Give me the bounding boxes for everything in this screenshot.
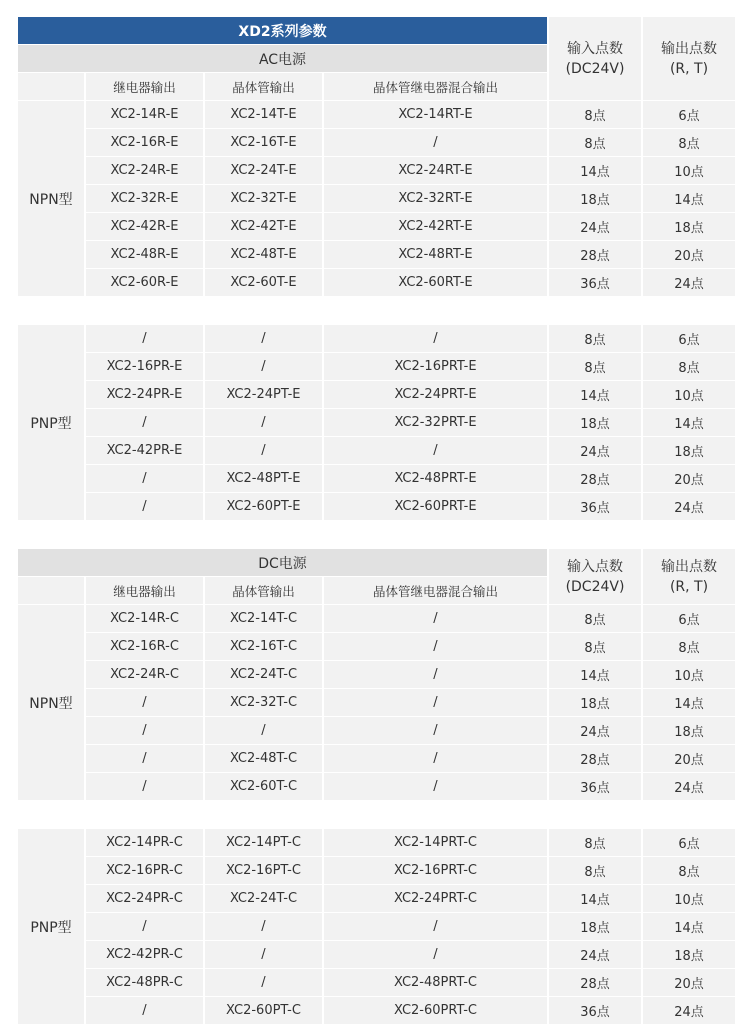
ac-section-title: AC电源 — [18, 45, 547, 72]
output-points-cell: 8点 — [643, 353, 735, 380]
relay-cell: XC2-14R-E — [86, 101, 203, 128]
transistor-cell: / — [205, 969, 322, 996]
table-row — [18, 465, 735, 492]
mixed-cell: XC2-48PRT-C — [324, 969, 547, 996]
table-row — [18, 185, 735, 212]
table-title: XD2系列参数 — [18, 17, 547, 44]
input-points-cell: 28点 — [549, 241, 641, 268]
table-row — [18, 353, 735, 380]
dc-section-title: DC电源 — [18, 549, 547, 576]
relay-cell: / — [86, 745, 203, 772]
output-points-cell: 18点 — [643, 941, 735, 968]
transistor-cell: XC2-32T-E — [205, 185, 322, 212]
output-points-cell: 20点 — [643, 241, 735, 268]
table-row — [18, 857, 735, 884]
relay-cell: XC2-14R-C — [86, 605, 203, 632]
dc-input-header-line1: 输入点数 — [567, 558, 623, 575]
relay-cell: / — [86, 493, 203, 520]
mixed-cell: XC2-48RT-E — [324, 241, 547, 268]
relay-cell: XC2-16PR-C — [86, 857, 203, 884]
transistor-cell: XC2-24T-C — [205, 885, 322, 912]
output-points-cell: 20点 — [643, 465, 735, 492]
transistor-cell: XC2-16PT-C — [205, 857, 322, 884]
output-points-cell: 24点 — [643, 269, 735, 296]
input-points-cell: 18点 — [549, 185, 641, 212]
transistor-cell: XC2-14T-E — [205, 101, 322, 128]
output-header-line2: (R, T) — [669, 60, 709, 77]
input-points-cell: 18点 — [549, 913, 641, 940]
relay-cell: XC2-24PR-C — [86, 885, 203, 912]
output-points-cell: 6点 — [643, 829, 735, 856]
relay-cell: XC2-42PR-E — [86, 437, 203, 464]
mixed-cell: XC2-32RT-E — [324, 185, 547, 212]
table-row — [18, 997, 735, 1024]
relay-cell: / — [86, 689, 203, 716]
transistor-cell: XC2-24T-C — [205, 661, 322, 688]
mixed-cell: XC2-60PRT-E — [324, 493, 547, 520]
relay-cell: XC2-42R-E — [86, 213, 203, 240]
input-points-header — [549, 17, 641, 100]
mixed-cell: / — [324, 325, 547, 352]
transistor-cell: XC2-48T-E — [205, 241, 322, 268]
transistor-cell: XC2-60PT-C — [205, 997, 322, 1024]
output-points-cell: 24点 — [643, 997, 735, 1024]
input-points-cell: 28点 — [549, 969, 641, 996]
spec-table-body — [18, 17, 735, 1024]
table-row — [18, 773, 735, 800]
transistor-cell: / — [205, 717, 322, 744]
group-spacer — [18, 801, 735, 828]
spec-table — [16, 16, 737, 1025]
input-points-cell: 24点 — [549, 717, 641, 744]
spacer-cell — [18, 297, 735, 324]
input-points-cell: 36点 — [549, 773, 641, 800]
input-points-cell: 8点 — [549, 605, 641, 632]
table-row — [18, 101, 735, 128]
table-row — [18, 885, 735, 912]
dc-input-points-header — [549, 549, 641, 604]
output-points-cell: 14点 — [643, 689, 735, 716]
mixed-cell: / — [324, 913, 547, 940]
mixed-cell: / — [324, 437, 547, 464]
output-points-cell: 6点 — [643, 101, 735, 128]
relay-cell: XC2-16R-E — [86, 129, 203, 156]
input-points-cell: 36点 — [549, 997, 641, 1024]
input-points-cell: 8点 — [549, 353, 641, 380]
output-points-cell: 18点 — [643, 717, 735, 744]
table-row — [18, 605, 735, 632]
mixed-cell: XC2-42RT-E — [324, 213, 547, 240]
relay-cell: / — [86, 913, 203, 940]
table-row — [18, 409, 735, 436]
mixed-cell: XC2-14RT-E — [324, 101, 547, 128]
output-points-cell: 10点 — [643, 381, 735, 408]
table-row — [18, 717, 735, 744]
transistor-cell: / — [205, 941, 322, 968]
mixed-cell: / — [324, 773, 547, 800]
output-points-cell: 14点 — [643, 185, 735, 212]
output-points-cell: 8点 — [643, 633, 735, 660]
output-points-cell: 10点 — [643, 661, 735, 688]
output-points-cell: 14点 — [643, 409, 735, 436]
table-row — [18, 913, 735, 940]
ac-relay-header: 继电器输出 — [86, 73, 203, 100]
input-points-cell: 36点 — [549, 493, 641, 520]
transistor-cell: XC2-14T-C — [205, 605, 322, 632]
dc-output-points-header — [643, 549, 735, 604]
table-row — [18, 269, 735, 296]
output-points-cell: 18点 — [643, 213, 735, 240]
mixed-cell: / — [324, 745, 547, 772]
transistor-cell: XC2-60T-C — [205, 773, 322, 800]
input-header-line2: (DC24V) — [565, 60, 625, 77]
input-points-cell: 24点 — [549, 437, 641, 464]
relay-cell: XC2-16R-C — [86, 633, 203, 660]
mixed-cell: XC2-24RT-E — [324, 157, 547, 184]
table-row — [18, 829, 735, 856]
input-points-cell: 18点 — [549, 689, 641, 716]
dc-relay-header: 继电器输出 — [86, 577, 203, 604]
table-row — [18, 129, 735, 156]
ac-pnp-type-label: PNP型 — [18, 325, 84, 520]
transistor-cell: / — [205, 913, 322, 940]
dc-subheader-blank — [18, 577, 84, 604]
output-points-cell: 24点 — [643, 773, 735, 800]
mixed-cell: XC2-16PRT-C — [324, 857, 547, 884]
mixed-cell: / — [324, 633, 547, 660]
input-points-cell: 8点 — [549, 325, 641, 352]
output-points-cell: 24点 — [643, 493, 735, 520]
relay-cell: XC2-48PR-C — [86, 969, 203, 996]
relay-cell: XC2-16PR-E — [86, 353, 203, 380]
table-row — [18, 157, 735, 184]
transistor-cell: XC2-16T-E — [205, 129, 322, 156]
group-spacer — [18, 297, 735, 324]
input-points-cell: 36点 — [549, 269, 641, 296]
output-points-cell: 8点 — [643, 129, 735, 156]
input-points-cell: 8点 — [549, 829, 641, 856]
table-row — [18, 381, 735, 408]
relay-cell: XC2-60R-E — [86, 269, 203, 296]
mixed-cell: XC2-16PRT-E — [324, 353, 547, 380]
mixed-cell: XC2-24PRT-C — [324, 885, 547, 912]
output-header-line1: 输出点数 — [661, 40, 717, 57]
input-points-cell: 14点 — [549, 885, 641, 912]
relay-cell: XC2-42PR-C — [86, 941, 203, 968]
mixed-cell: / — [324, 605, 547, 632]
transistor-cell: XC2-32T-C — [205, 689, 322, 716]
relay-cell: / — [86, 325, 203, 352]
transistor-cell: XC2-60PT-E — [205, 493, 322, 520]
ac-subheader-blank — [18, 73, 84, 100]
relay-cell: XC2-32R-E — [86, 185, 203, 212]
ac-transistor-header: 晶体管输出 — [205, 73, 322, 100]
mixed-cell: / — [324, 689, 547, 716]
mixed-cell: XC2-60RT-E — [324, 269, 547, 296]
relay-cell: / — [86, 997, 203, 1024]
dc-output-header-line1: 输出点数 — [661, 558, 717, 575]
transistor-cell: XC2-24T-E — [205, 157, 322, 184]
input-points-cell: 14点 — [549, 157, 641, 184]
title-row — [18, 17, 735, 44]
table-row — [18, 941, 735, 968]
input-points-cell: 14点 — [549, 381, 641, 408]
spacer-cell — [18, 521, 735, 548]
relay-cell: XC2-24R-E — [86, 157, 203, 184]
dc-pnp-type-label: PNP型 — [18, 829, 84, 1024]
relay-cell: XC2-24PR-E — [86, 381, 203, 408]
transistor-cell: XC2-24PT-E — [205, 381, 322, 408]
table-row — [18, 633, 735, 660]
relay-cell: / — [86, 773, 203, 800]
output-points-cell: 8点 — [643, 857, 735, 884]
output-points-cell: 6点 — [643, 605, 735, 632]
output-points-cell: 20点 — [643, 969, 735, 996]
transistor-cell: XC2-60T-E — [205, 269, 322, 296]
mixed-cell: / — [324, 941, 547, 968]
input-header-line1: 输入点数 — [567, 40, 623, 57]
output-points-cell: 20点 — [643, 745, 735, 772]
input-points-cell: 14点 — [549, 661, 641, 688]
mixed-cell: / — [324, 717, 547, 744]
transistor-cell: XC2-14PT-C — [205, 829, 322, 856]
input-points-cell: 8点 — [549, 633, 641, 660]
input-points-cell: 24点 — [549, 213, 641, 240]
dc-title-row — [18, 549, 735, 576]
dc-transistor-header: 晶体管输出 — [205, 577, 322, 604]
relay-cell: XC2-24R-C — [86, 661, 203, 688]
dc-output-header-line2: (R, T) — [669, 578, 709, 595]
output-points-cell: 18点 — [643, 437, 735, 464]
table-row — [18, 325, 735, 352]
relay-cell: / — [86, 465, 203, 492]
table-row — [18, 437, 735, 464]
dc-mixed-header: 晶体管继电器混合输出 — [324, 577, 547, 604]
output-points-cell: 6点 — [643, 325, 735, 352]
mixed-cell: XC2-32PRT-E — [324, 409, 547, 436]
relay-cell: XC2-48R-E — [86, 241, 203, 268]
transistor-cell: / — [205, 409, 322, 436]
relay-cell: XC2-14PR-C — [86, 829, 203, 856]
mixed-cell: XC2-60PRT-C — [324, 997, 547, 1024]
output-points-cell: 10点 — [643, 885, 735, 912]
transistor-cell: XC2-42T-E — [205, 213, 322, 240]
table-row — [18, 689, 735, 716]
ac-mixed-header: 晶体管继电器混合输出 — [324, 73, 547, 100]
transistor-cell: XC2-16T-C — [205, 633, 322, 660]
table-row — [18, 969, 735, 996]
mixed-cell: XC2-24PRT-E — [324, 381, 547, 408]
input-points-cell: 28点 — [549, 745, 641, 772]
output-points-cell: 10点 — [643, 157, 735, 184]
relay-cell: / — [86, 717, 203, 744]
dc-input-header-line2: (DC24V) — [565, 578, 625, 595]
table-row — [18, 213, 735, 240]
group-spacer — [18, 521, 735, 548]
table-row — [18, 661, 735, 688]
table-row — [18, 745, 735, 772]
transistor-cell: XC2-48PT-E — [205, 465, 322, 492]
dc-npn-type-label: NPN型 — [18, 605, 84, 800]
mixed-cell: XC2-48PRT-E — [324, 465, 547, 492]
relay-cell: / — [86, 409, 203, 436]
table-row — [18, 241, 735, 268]
table-row — [18, 493, 735, 520]
transistor-cell: XC2-48T-C — [205, 745, 322, 772]
input-points-cell: 8点 — [549, 101, 641, 128]
spacer-cell — [18, 801, 735, 828]
input-points-cell: 18点 — [549, 409, 641, 436]
input-points-cell: 8点 — [549, 857, 641, 884]
transistor-cell: / — [205, 353, 322, 380]
ac-npn-type-label: NPN型 — [18, 101, 84, 296]
mixed-cell: / — [324, 661, 547, 688]
transistor-cell: / — [205, 437, 322, 464]
mixed-cell: XC2-14PRT-C — [324, 829, 547, 856]
input-points-cell: 8点 — [549, 129, 641, 156]
output-points-header — [643, 17, 735, 100]
transistor-cell: / — [205, 325, 322, 352]
mixed-cell: / — [324, 129, 547, 156]
input-points-cell: 28点 — [549, 465, 641, 492]
input-points-cell: 24点 — [549, 941, 641, 968]
output-points-cell: 14点 — [643, 913, 735, 940]
